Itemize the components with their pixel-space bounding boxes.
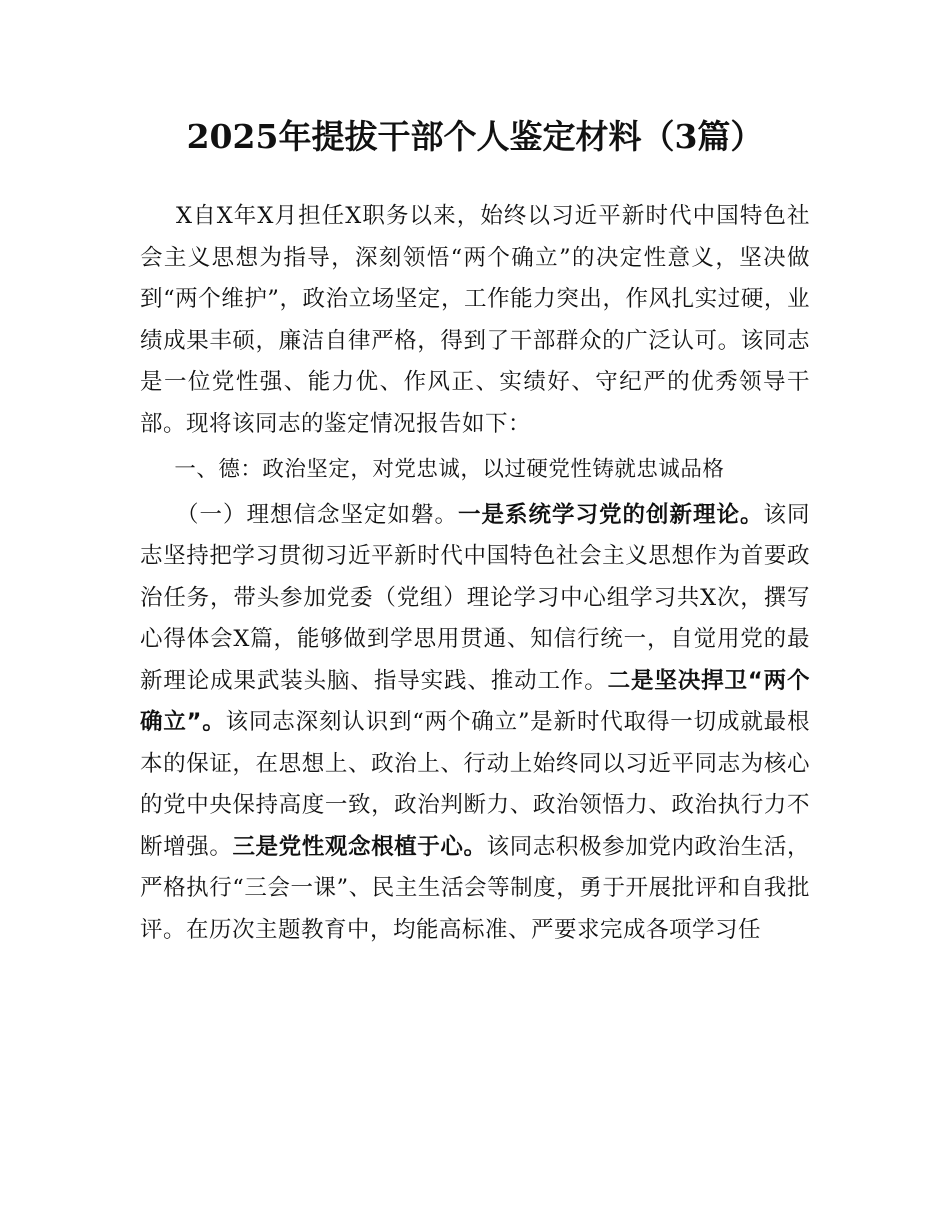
subsection-lead: （一）理想信念坚定如磐。 (176, 501, 458, 528)
ideals-paragraph (140, 495, 810, 952)
point-one-heading: 一是系统学习党的创新理论。 (457, 501, 764, 528)
document-body (140, 196, 810, 955)
point-three-heading: 三是党性观念根植于心。 (232, 833, 487, 860)
intro-paragraph: X自X年X月担任X职务以来，始终以习近平新时代中国特色社会主义思想为指导，深刻领悟“两个确立”的决定性意义，坚决做到“两个维护”，政治立场坚定，工作能力突出，作风扎实过硬，业绩成果丰硕，廉洁自律严格，得到了干部群众的广泛认可。该同志是一位党性强、能力优、作风正、实绩好、守纪严的优秀领导干部。现将该同志的鉴定情况报告如下： (140, 203, 810, 437)
point-one-text: 该同志坚持把学习贯彻习近平新时代中国特色社会主义思想作为首要政治任务，带头参加党委（党组）理论学习中心组学习共X次，撰写心得体会X篇，能够做到学思用贯通、知信行统一，自觉用党的最新理论成果武装头脑、指导实践、推动工作。 (140, 501, 810, 694)
point-three-text: 该同志积极参加党内政治生活，严格执行“三会一课”、民主生活会等制度，勇于开展批评和自我批评。在历次主题教育中，均能高标准、严要求完成各项学习任 (140, 833, 810, 943)
section-heading-de: 一、德：政治坚定，对党忠诚，以过硬党性铸就忠诚品格 (174, 457, 725, 482)
point-two-text: 该同志深刻认识到“两个确立”是新时代取得一切成就最根本的保证，在思想上、政治上、行动上始终同以习近平同志为核心的党中央保持高度一致，政治判断力、政治领悟力、政治执行力不断增强。 (140, 709, 810, 860)
document-title: 2025年提拔干部个人鉴定材料（3篇） (186, 117, 764, 156)
point-two-heading: 二是坚决捍卫“两个确立”。 (140, 667, 810, 735)
